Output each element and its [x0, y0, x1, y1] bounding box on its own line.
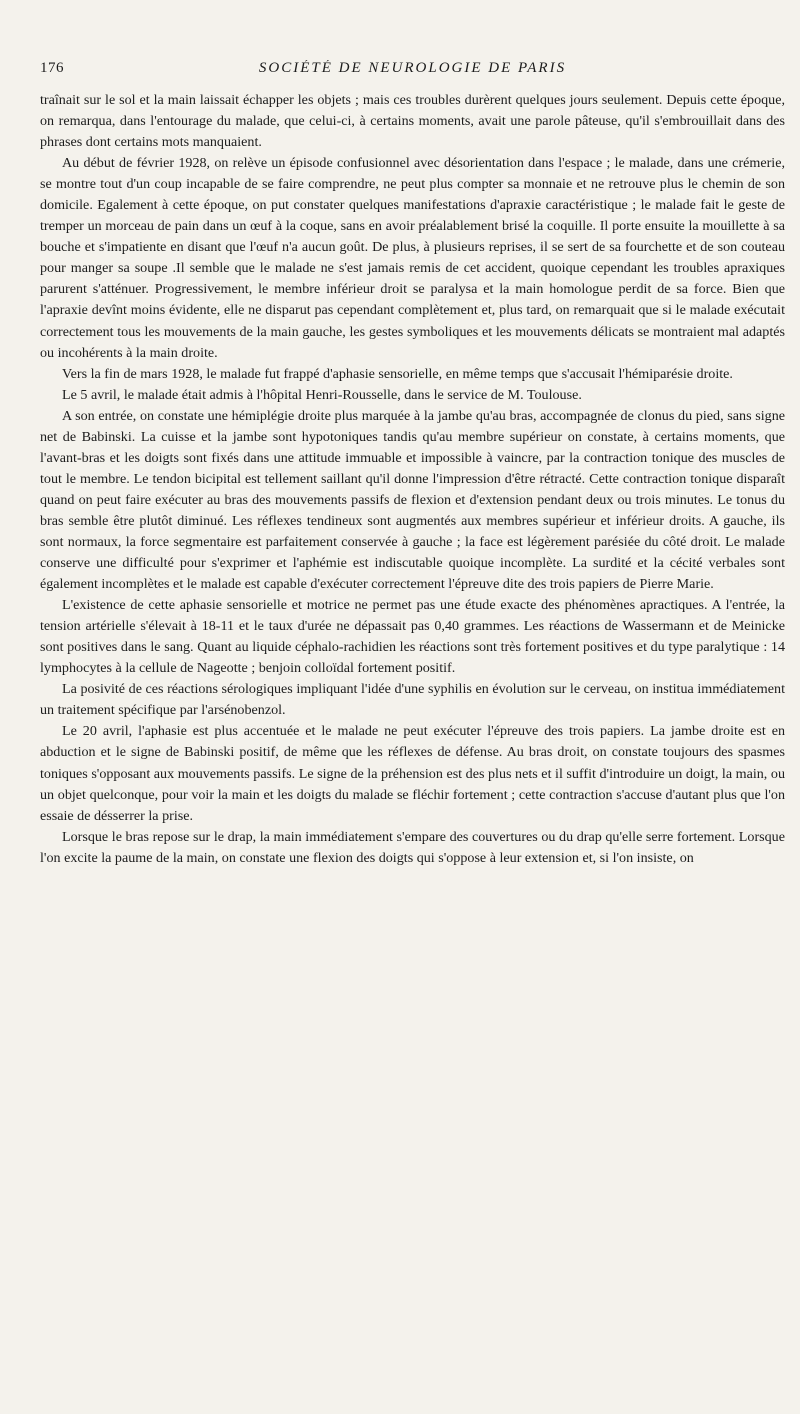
paragraph: La posivité de ces réactions sérologiques impliquant l'idée d'une syphilis en évolution sur le cerveau, on institua immédiatement un traitement spécifique par l'arsénobenzol.	[40, 681, 785, 719]
article-body	[40, 90, 785, 869]
paragraph: Au début de février 1928, on relève un épisode confusionnel avec désorientation dans l'espace ; le malade, dans une crémerie, se montre tout d'un coup incapable de se faire comprendre, ne peut plus compter sa monnaie et ne retrouve plus le chemin de son domicile. Egalement à cette époque, on put constater quelques manifestations d'apraxie caractéristique ; le malade fait le geste de tremper un morceau de pain dans un œuf à la coque, sans en avoir préalablement brisé la coquille. Il porte ensuite la mouillette à sa bouche et s'impatiente en disant que l'œuf n'a aucun goût. De plus, à plusieurs reprises, il se sert de sa fourchette et de son couteau pour manger sa soupe .Il semble que le malade ne s'est jamais remis de cet accident, quoique cependant les troubles apraxiques parurent s'atténuer. Progressivement, le membre inférieur droit se paralysa et la main homologue perdit de sa force. Bien que l'apraxie devînt moins évidente, elle ne disparut pas cependant complètement et, plus tard, on remarquait que si le malade exécutait correctement tous les mouvements de la main gauche, les gestes symboliques et les mouvements délicats se montraient mal adaptés ou incohérents à la main droite.	[40, 155, 785, 361]
paragraph: traînait sur le sol et la main laissait échapper les objets ; mais ces troubles durèrent quelques jours seulement. Depuis cette époque, on remarqua, dans l'entourage du malade, que celui-ci, à certains moments, avait une parole pâteuse, qu'il s'embrouillait dans des phrases dont certains mots manquaient.	[40, 92, 785, 151]
paragraph: Le 20 avril, l'aphasie est plus accentuée et le malade ne peut exécuter l'épreuve des trois papiers. La jambe droite est en abduction et le signe de Babinski positif, de même que les réflexes de défense. Au bras droit, on constate toujours des spasmes toniques s'opposant aux mouvements passifs. Le signe de la préhension est des plus nets et il suffit d'introduire un doigt, la main, ou un objet quelconque, pour voir la main et les doigts du malade se fléchir fortement ; cette contraction s'accuse d'autant plus que l'on essaie de désserrer la prise.	[40, 723, 785, 824]
paragraph: L'existence de cette aphasie sensorielle et motrice ne permet pas une étude exacte des phénomènes apractiques. A l'entrée, la tension artérielle s'élevait à 18-11 et le taux d'urée ne dépassait pas 0,40 grammes. Les réactions de Wassermann et de Meinicke sont positives dans le sang. Quant au liquide céphalo-rachidien les réactions sont très fortement positives et du type paralytique : 14 lymphocytes à la cellule de Nageotte ; benjoin colloïdal fortement positif.	[40, 597, 785, 677]
page-number: 176	[40, 60, 64, 76]
running-head	[40, 60, 785, 84]
journal-title: SOCIÉTÉ DE NEUROLOGIE DE PARIS	[258, 60, 567, 76]
paragraph: Le 5 avril, le malade était admis à l'hôpital Henri-Rousselle, dans le service de M. Toulouse.	[62, 386, 582, 403]
paragraph: Vers la fin de mars 1928, le malade fut frappé d'aphasie sensorielle, en même temps que s'accusait l'hémiparésie droite.	[62, 365, 733, 382]
paragraph: A son entrée, on constate une hémiplégie droite plus marquée à la jambe qu'au bras, accompagnée de clonus du pied, sans signe net de Babinski. La cuisse et la jambe sont hypotoniques tandis qu'au membre supérieur on constate, à certains moments, que l'avant-bras et les doigts sont fixés dans une attitude immuable et impossible à vaincre, par la contraction tonique des muscles de tout le membre. Le tendon bicipital est tellement saillant qu'il donne l'impression d'être rétracté. Cette contraction tonique disparaît quand on peut faire exécuter au bras des mouvements passifs de flexion et d'extension pendant deux ou trois minutes. Le tonus du bras semble être plutôt diminué. Les réflexes tendineux sont augmentés aux membres supérieur et inférieur droits. A gauche, ils sont normaux, la force segmentaire est parfaitement conservée à gauche ; la face est légèrement parésiée du côté droit. Le malade conserve une difficulté pour s'exprimer et l'aphémie est indiscutable quoique incomplète. La surdité et la cécité verbales sont également incomplètes et le malade est capable d'exécuter correctement l'épreuve dite des trois papiers de Pierre Marie.	[40, 407, 785, 593]
journal-page	[40, 60, 785, 1400]
paragraph: Lorsque le bras repose sur le drap, la main immédiatement s'empare des couvertures ou du drap qu'elle serre fortement. Lorsque l'on excite la paume de la main, on constate une flexion des doigts qui s'oppose à leur extension et, si l'on insiste, on	[40, 828, 785, 866]
